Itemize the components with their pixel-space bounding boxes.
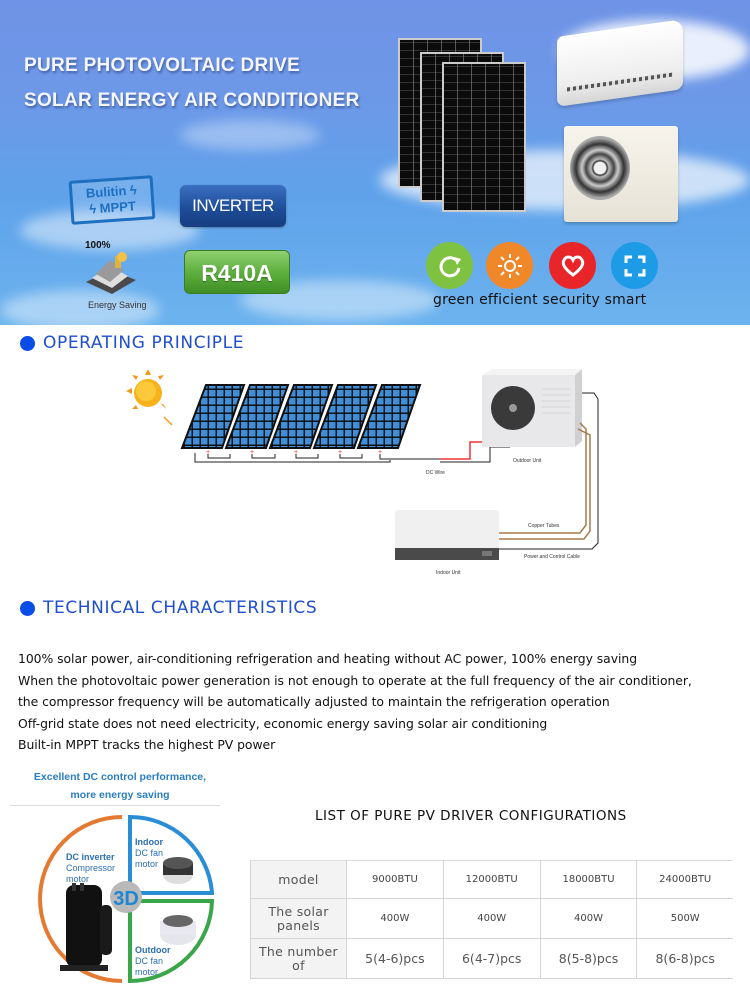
table-cell: 24000BTU [637, 861, 733, 899]
feature-caption: green efficient security smart [433, 292, 647, 308]
svg-text:+: + [206, 449, 211, 456]
copper-tubes-label: Copper Tubes [528, 523, 560, 529]
operating-principle-diagram [120, 365, 610, 580]
table-cell: 400W [347, 899, 444, 939]
sun-icon [486, 242, 533, 289]
hero-title-line1: PURE PHOTOVOLTAIC DRIVE [24, 55, 301, 76]
compressor-label: DC inverter Compressor motor [66, 852, 116, 884]
svg-text:+: + [378, 449, 383, 456]
row-header: The number of [251, 939, 347, 979]
row-header: The solar panels [251, 899, 347, 939]
lightning-icon: ϟ [88, 201, 97, 217]
mppt-badge-line2: MPPT [99, 198, 137, 216]
hero-banner [0, 0, 750, 325]
indoor-unit-label: Indoor Unit [436, 570, 461, 576]
outdoor-fan-motor-label: Outdoor DC fan motor [135, 945, 171, 977]
table-cell: 400W [443, 899, 540, 939]
bullet-dot-icon [20, 336, 35, 351]
sun-icon [126, 369, 172, 425]
outdoor-unit-icon [482, 369, 582, 447]
lightning-icon: ϟ [129, 182, 138, 198]
motor-headline-2: more energy saving [70, 789, 170, 801]
config-table-title: LIST OF PURE PV DRIVER CONFIGURATIONS [315, 808, 627, 824]
heart-icon [549, 242, 596, 289]
indoor-unit-icon [395, 510, 499, 560]
table-cell: 8(5-8)pcs [540, 939, 637, 979]
cloud [180, 120, 320, 150]
tech-list-item: the compressor frequency will be automatically adjusted to maintain the refrigeration operation [18, 694, 610, 710]
section-title: TECHNICAL CHARACTERISTICS [43, 598, 318, 618]
energy-saving-house-icon [82, 252, 140, 298]
energy-saving-label: Energy Saving [88, 300, 147, 310]
refresh-icon [426, 242, 473, 289]
tech-list-item: When the photovoltaic power generation is not enough to operate at the full frequency of the air conditioner, [18, 672, 692, 688]
dc-motor-graphic [0, 765, 240, 993]
r410a-badge: R410A [184, 250, 290, 294]
solar-array [182, 385, 420, 448]
inverter-badge: INVERTER [180, 185, 286, 227]
outdoor-unit-label: Outdoor Unit [513, 458, 542, 464]
technical-characteristics-list [18, 648, 748, 756]
table-cell: 9000BTU [347, 861, 444, 899]
tech-list-item: Built-in MPPT tracks the highest PV power [18, 737, 276, 753]
table-row [251, 939, 734, 979]
scan-frame-icon [611, 242, 658, 289]
svg-text:+: + [250, 449, 255, 456]
table-cell: 6(4-7)pcs [443, 939, 540, 979]
section-heading-operating-principle [20, 333, 244, 353]
fan-icon [570, 136, 630, 200]
indoor-fan-motor-label: Indoor DC fan motor [135, 837, 164, 869]
energy-percent: 100% [85, 240, 111, 251]
solar-panel [442, 62, 526, 212]
system-wiring-diagram [120, 365, 610, 580]
tech-list-item: Off-grid state does not need electricity, economic energy saving solar air conditioning [18, 715, 548, 731]
table-row [251, 899, 734, 939]
bullet-dot-icon [20, 601, 35, 616]
mppt-badge-line1: Bulitin [85, 182, 127, 201]
table-cell: 18000BTU [540, 861, 637, 899]
dc-wire-label: DC Wire [426, 470, 445, 476]
table-row [251, 861, 734, 899]
hero-title-line2: SOLAR ENERGY AIR CONDITIONER [24, 90, 360, 111]
table-cell: 500W [637, 899, 733, 939]
row-header: model [251, 861, 347, 899]
center-3d-label: 3D [113, 888, 139, 910]
svg-text:+: + [294, 449, 299, 456]
tech-list-item: 100% solar power, air-conditioning refrigeration and heating without AC power, 100% energy saving [18, 651, 638, 666]
section-heading-technical-characteristics [20, 598, 317, 618]
table-cell: 400W [540, 899, 637, 939]
builtin-mppt-badge [69, 175, 156, 225]
power-cable-label: Power and Control Cable [524, 554, 580, 560]
motor-quadrant-diagram [0, 765, 240, 993]
solar-panels-image [398, 38, 530, 210]
config-table [250, 860, 733, 979]
feature-icons [426, 242, 666, 290]
table-cell: 5(4-6)pcs [347, 939, 444, 979]
motor-headline-1: Excellent DC control performance, [33, 771, 207, 783]
section-title: OPERATING PRINCIPLE [43, 333, 245, 353]
outdoor-ac-unit-image [564, 126, 678, 222]
table-cell: 12000BTU [443, 861, 540, 899]
table-cell: 8(6-8)pcs [637, 939, 733, 979]
svg-text:+: + [338, 449, 343, 456]
